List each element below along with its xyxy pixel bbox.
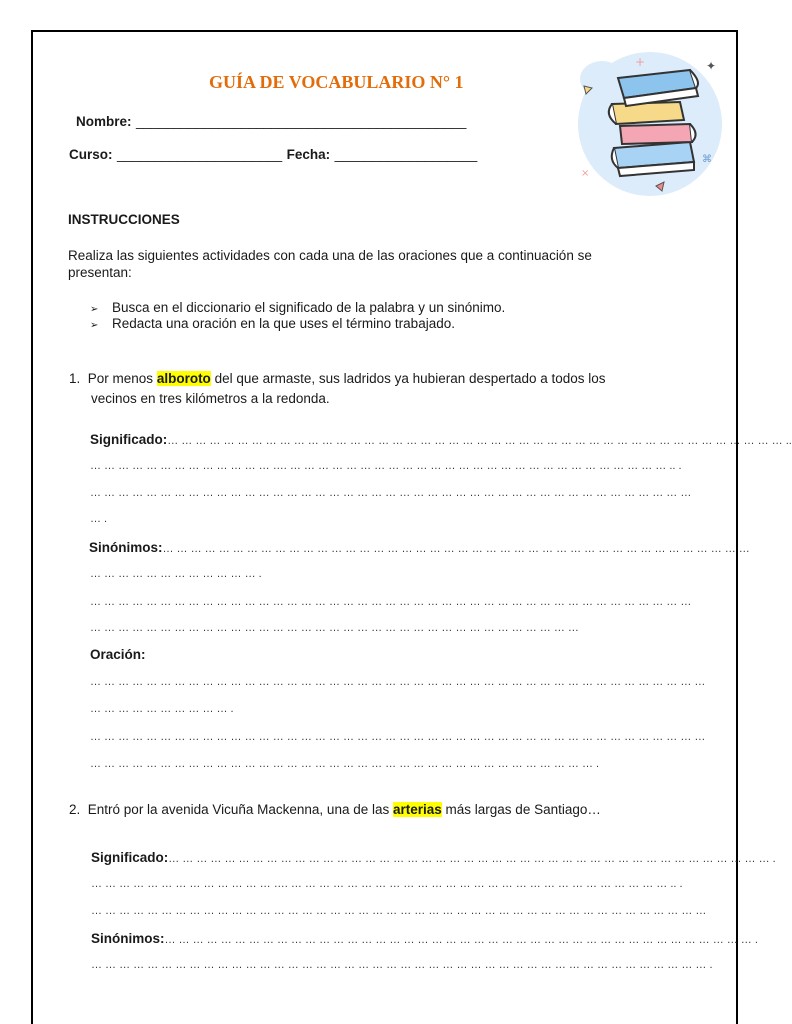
arrow-bullet-icon: ➢ (90, 304, 99, 315)
dotted-line[interactable]: … … … … … … … … … … … … … … … … … … … … … … … … … … … … … … … … … … … … … … … … … … … … . (91, 959, 713, 971)
dotted-line[interactable]: … . (90, 513, 108, 525)
item-number: 1. (69, 371, 81, 386)
arrow-bullet-icon: ➢ (90, 320, 99, 331)
dotted-line[interactable]: … … … … … … … … … … … … . (90, 568, 262, 580)
curso-line[interactable]: ______________________ (116, 147, 283, 162)
dotted-line: … … … … … … … … … … … … … … … … … … … … … … … … … … … … … … … … … … … … … … … … … … (162, 543, 750, 555)
highlighted-word: alboroto (156, 371, 211, 386)
instruction-bullet-1 (90, 300, 505, 315)
instructions-text-line1: Realiza las siguientes actividades con cada una de las oraciones que a continuación se (68, 248, 592, 263)
dotted-line[interactable]: … … … … … … … … … … … … … … … … … … … … … … … … … … … … … … … … … … … … . (90, 758, 600, 770)
sinonimos-label: Sinónimos: (91, 931, 165, 946)
curso-label: Curso: (69, 147, 113, 162)
significado-label: Significado: (90, 432, 168, 447)
svg-text:×: × (581, 168, 590, 179)
oracion-label: Oración: (90, 647, 146, 662)
significado-row-2[interactable] (91, 849, 776, 867)
sentence-text: más largas de Santiago… (441, 802, 601, 817)
item-number: 2. (69, 802, 81, 817)
dotted-line[interactable]: … … … … … … … … … … … … … … … … … … … … … … … … … … … … … … … … … … … … … … … … … … … (90, 487, 692, 499)
item-1-sentence-line1 (69, 371, 606, 386)
nombre-line[interactable]: ____________________________________________ (135, 114, 467, 129)
highlighted-word: arterias (392, 802, 442, 817)
books-stack-icon (572, 44, 726, 202)
instruction-bullet-2 (90, 316, 455, 331)
bullet-text: Busca en el diccionario el significado de la palabra y un sinónimo. (112, 300, 506, 315)
fecha-label: Fecha: (286, 147, 331, 162)
dotted-line: … … … … … … … … … … … … … … … … … … … … … … … … … … … … … … … … … … … … … … … … … … … … .. (167, 435, 792, 447)
item-2-sentence (69, 802, 601, 817)
page-title: GUÍA DE VOCABULARIO N° 1 (209, 72, 464, 92)
dotted-line: … … … … … … … … … … … … … … … … … … … … … … … … … … … … … … … … … … … … … … … … … … . (164, 934, 758, 946)
nombre-label: Nombre: (76, 114, 132, 129)
sinonimos-label: Sinónimos: (89, 540, 163, 555)
fecha-line[interactable]: ___________________ (334, 147, 478, 162)
svg-text:+: + (635, 55, 646, 69)
dotted-line[interactable]: … … … … … … … … … … … … … …. … … … … … … … … … … … … … … … … … … … … … … … … … … … .. . (91, 878, 683, 890)
dotted-line: … … … … … … … … … … … … … … … … … … … … … … … … … … … … … … … … … … … … … … … … … … … . (168, 853, 776, 865)
svg-text:⌘: ⌘ (702, 154, 712, 165)
dotted-line[interactable]: … … … … … … … … … … … … … … … … … … … … … … … … … … … … … … … … … … … (90, 622, 579, 634)
dotted-line[interactable]: … … … … … … … … … … … … … … … … … … … … … … … … … … … … … … … … … … … … … … … … … … … … (90, 731, 706, 743)
nombre-row (76, 113, 466, 131)
svg-text:✦: ✦ (706, 59, 717, 73)
significado-row-1[interactable] (90, 431, 792, 449)
instructions-text-line2: presentan: (68, 265, 132, 280)
sentence-text: Entró por la avenida Vicuña Mackenna, una de las (87, 802, 393, 817)
dotted-line[interactable]: … … … … … … … … … … … … … … … … … … … … … … … … … … … … … … … … … … … … … … … … … … … (90, 596, 692, 608)
dotted-line[interactable]: … … … … … … … … … … … … … … … … … … … … … … … … … … … … … … … … … … … … … … … … … … … … (90, 676, 706, 688)
bullet-text: Redacta una oración en la que uses el término trabajado. (112, 316, 455, 331)
instructions-heading: INSTRUCCIONES (68, 212, 180, 227)
item-1-sentence-line2: vecinos en tres kilómetros a la redonda. (91, 391, 330, 406)
dotted-line[interactable]: … … … … … … … … … … . (90, 703, 234, 715)
sinonimos-row-2[interactable] (91, 930, 758, 948)
dotted-line[interactable]: … … … … … … … … … … … … … … … … … … … … … … … … … … … … … … … … … … … … … … … … … … … … (91, 905, 707, 917)
sinonimos-row-1[interactable] (89, 539, 750, 557)
curso-fecha-row (69, 146, 477, 164)
dotted-line[interactable]: … … … … … … … … … … … … … …. … … … … … … … … … … … … … … … … … … … … … … … … … … … .. . (90, 460, 682, 472)
significado-label: Significado: (91, 850, 169, 865)
sentence-text: del que armaste, sus ladridos ya hubieran despertado a todos los (210, 371, 606, 386)
sentence-text: Por menos (87, 371, 157, 386)
